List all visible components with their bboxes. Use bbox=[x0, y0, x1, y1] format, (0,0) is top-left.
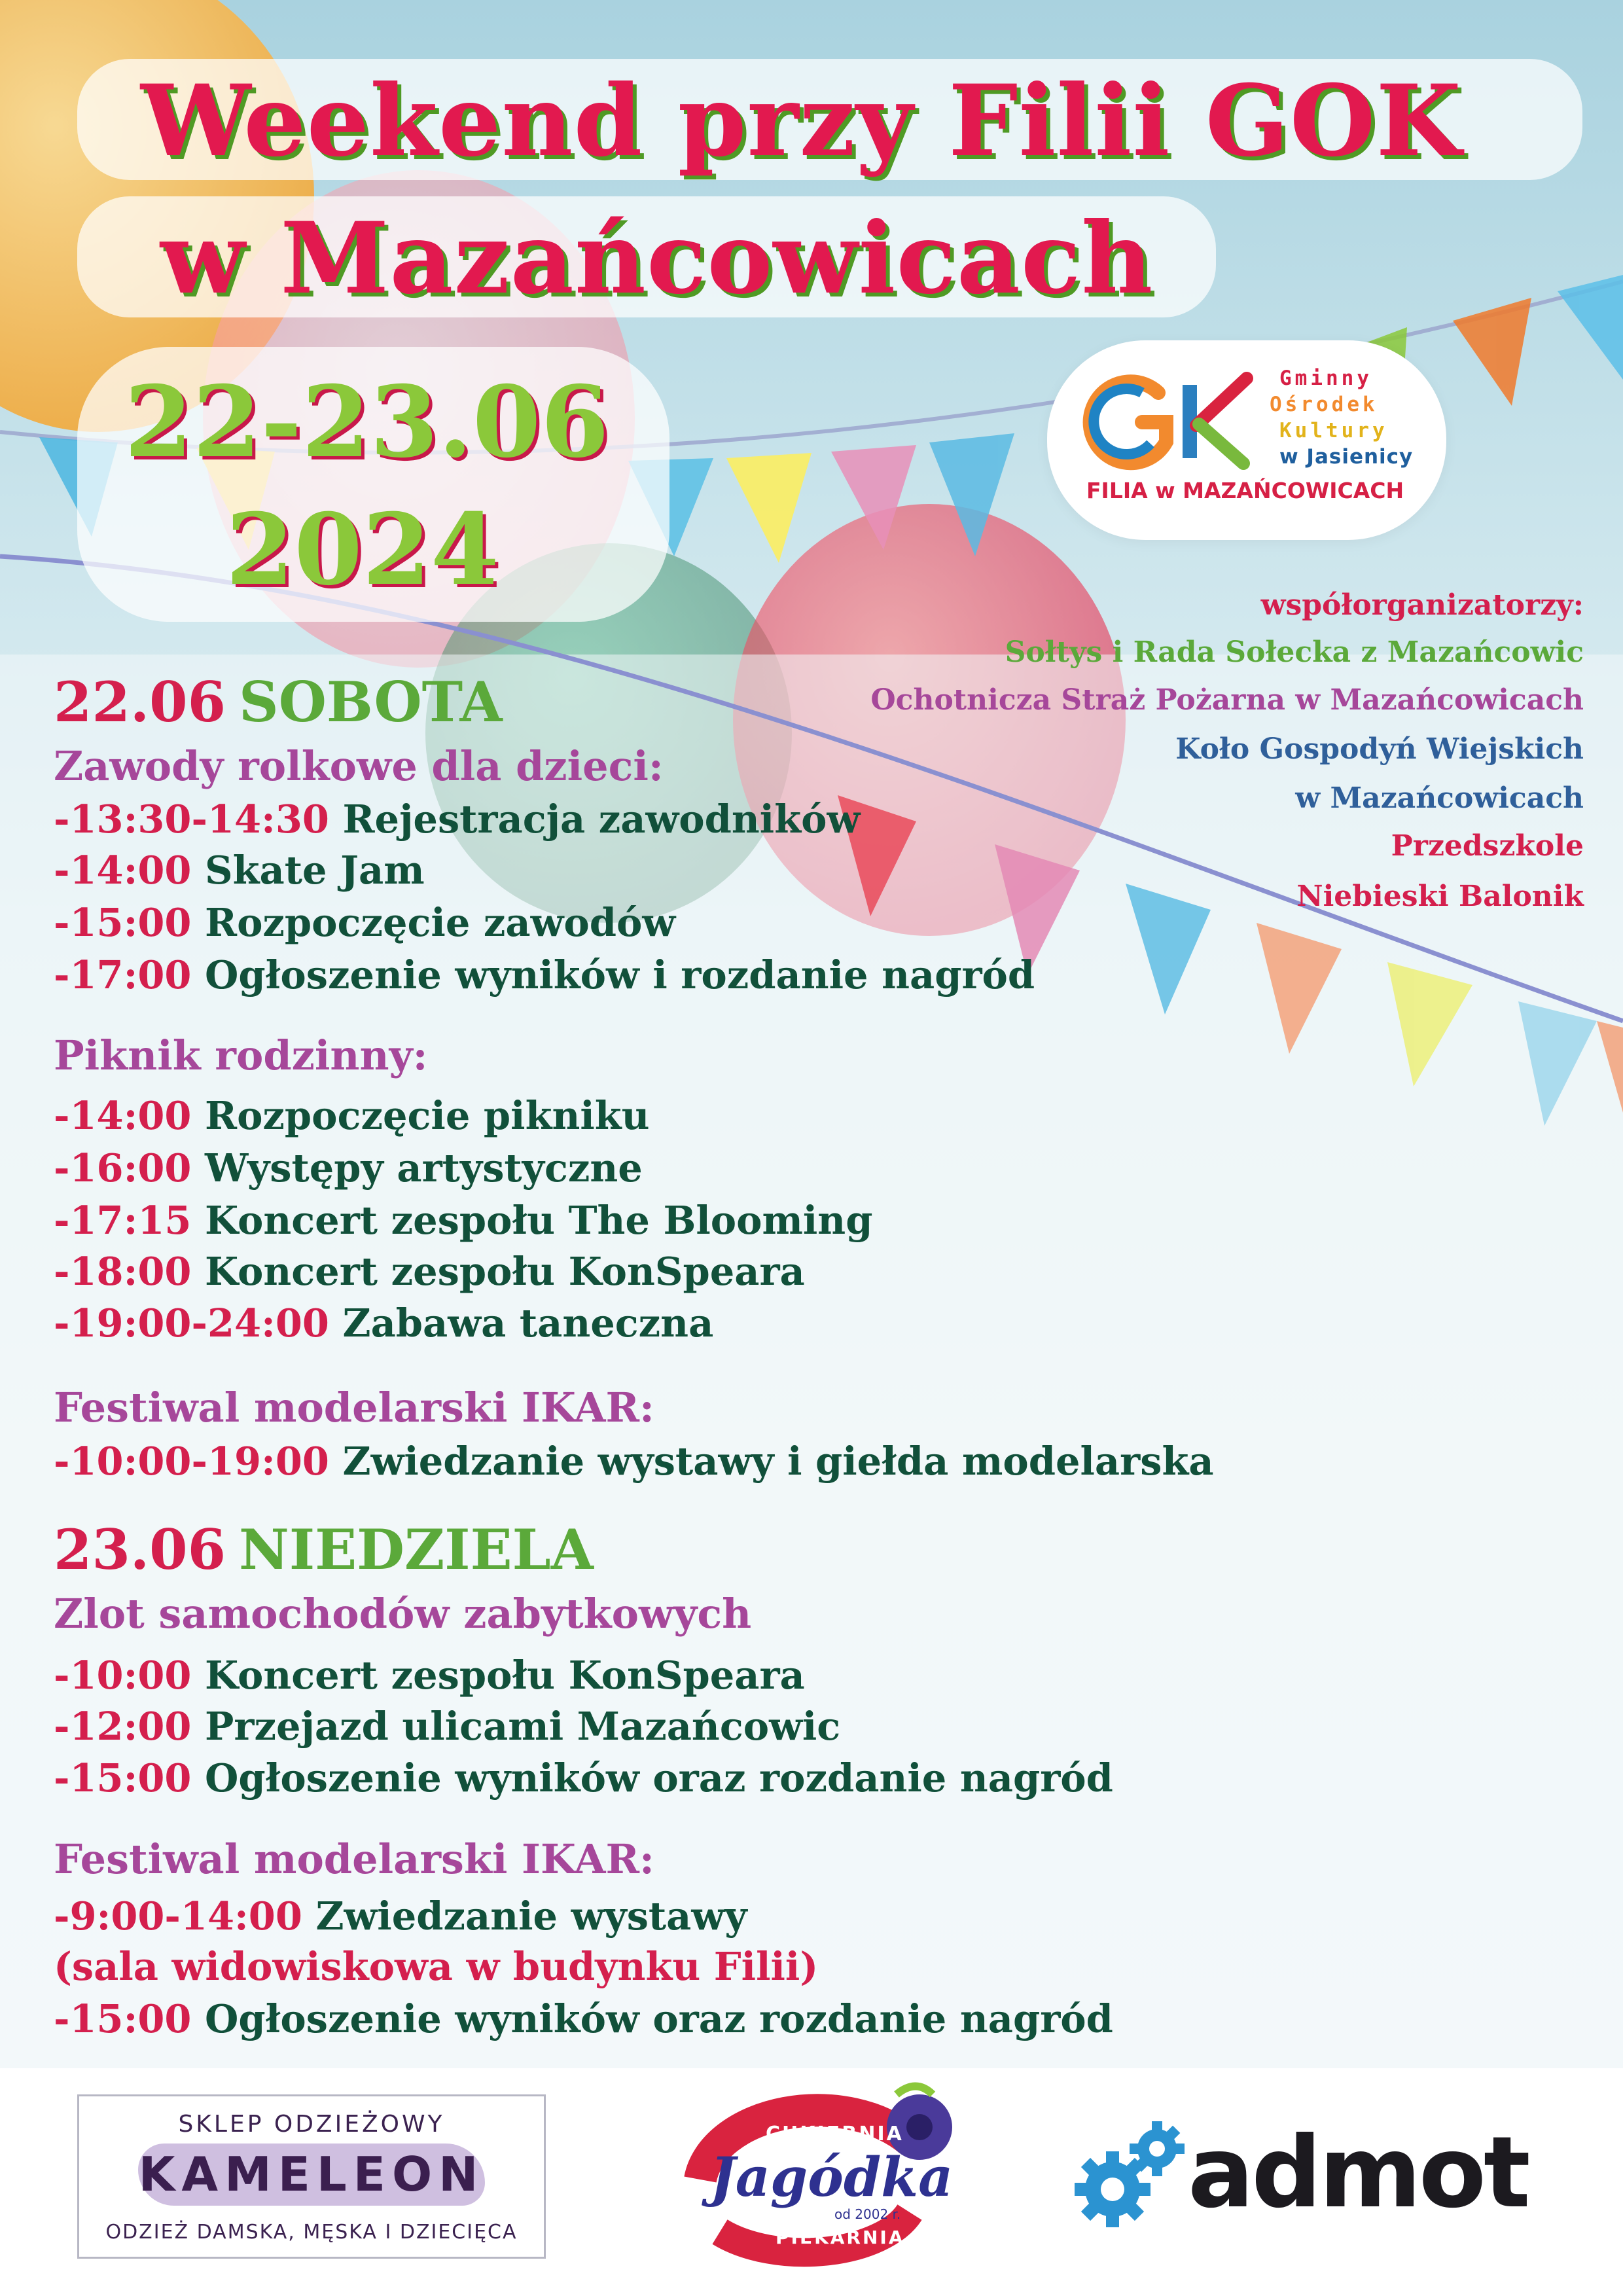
schedule-item bbox=[54, 1145, 643, 1191]
item-time: -19:00-24:00 bbox=[54, 1300, 329, 1346]
item-description: Zwiedzanie wystawy bbox=[315, 1893, 747, 1939]
item-time: -14:00 bbox=[54, 848, 192, 893]
logo-line-2: Ośrodek bbox=[1270, 393, 1378, 416]
schedule-item bbox=[54, 1249, 805, 1295]
ikar-festival-heading: Festiwal modelarski IKAR: bbox=[54, 1384, 654, 1431]
item-time: -9:00-14:00 bbox=[54, 1893, 302, 1939]
item-description: Rozpoczęcie pikniku bbox=[205, 1093, 650, 1138]
jagodka-bottom-label: PIEKARNIA bbox=[776, 2227, 905, 2248]
kameleon-name: KAMELEON bbox=[138, 2147, 485, 2202]
schedule-item bbox=[54, 1755, 1113, 1801]
schedule-item-note bbox=[54, 1944, 818, 1990]
event-title-line2: w Mazańcowicach bbox=[160, 201, 1154, 316]
sunday-heading bbox=[54, 1518, 594, 1581]
event-year: 2024 bbox=[226, 492, 499, 607]
kameleon-tagline: ODZIEŻ DAMSKA, MĘSKA I DZIECIĘCA bbox=[105, 2221, 518, 2244]
item-time: -17:00 bbox=[54, 952, 192, 997]
item-time: -10:00 bbox=[54, 1653, 192, 1698]
family-picnic-heading: Piknik rodzinny: bbox=[54, 1031, 428, 1079]
ikar-festival-sunday-heading: Festiwal modelarski IKAR: bbox=[54, 1835, 654, 1883]
coorganizer-1: Sołtys i Rada Sołecka z Mazańcowic bbox=[1005, 636, 1584, 669]
item-description: Koncert zespołu KonSpeara bbox=[205, 1249, 805, 1294]
schedule-item bbox=[54, 900, 675, 946]
item-description: Zwiedzanie wystawy i giełda modelarska bbox=[342, 1439, 1214, 1484]
item-time: -17:15 bbox=[54, 1198, 192, 1243]
schedule-item bbox=[54, 952, 1035, 998]
kameleon-sponsor-logo bbox=[77, 2094, 546, 2259]
admot-sponsor-logo bbox=[1073, 2111, 1528, 2235]
admot-wordmark: admot bbox=[1188, 2116, 1528, 2230]
jagodka-since: od 2002 r. bbox=[834, 2206, 901, 2222]
item-time: -13:30-14:30 bbox=[54, 797, 329, 842]
coorganizers-heading: współorganizatorzy: bbox=[1260, 588, 1584, 622]
item-time: -15:00 bbox=[54, 1996, 192, 2041]
jagodka-sponsor-logo bbox=[674, 2081, 962, 2271]
schedule-item bbox=[54, 1300, 713, 1346]
item-description: Występy artystyczne bbox=[205, 1145, 643, 1191]
item-description: Koncert zespołu KonSpeara bbox=[205, 1653, 805, 1698]
item-description: Ogłoszenie wyników i rozdanie nagród bbox=[205, 952, 1035, 997]
item-time: -15:00 bbox=[54, 1755, 192, 1801]
schedule-item bbox=[54, 1198, 872, 1244]
gears-icon bbox=[1073, 2111, 1191, 2235]
logo-line-4: w Jasienicy bbox=[1279, 445, 1414, 469]
coorganizer-3-cont: w Mazańcowicach bbox=[1295, 781, 1584, 815]
item-description: Skate Jam bbox=[205, 848, 425, 893]
item-time: -10:00-19:00 bbox=[54, 1439, 329, 1484]
gok-mark-icon bbox=[1080, 367, 1276, 478]
item-description: Ogłoszenie wyników oraz rozdanie nagród bbox=[205, 1996, 1113, 2041]
coorganizer-4-cont: Niebieski Balonik bbox=[1296, 880, 1584, 913]
item-note: (sala widowiskowa w budynku Filii) bbox=[54, 1944, 819, 1989]
jagodka-name: Jagódka bbox=[710, 2146, 954, 2209]
schedule-item bbox=[54, 1093, 650, 1139]
logo-branch-label: FILIA w MAZAŃCOWICACH bbox=[1086, 478, 1404, 503]
item-description: Zabawa taneczna bbox=[342, 1300, 714, 1346]
saturday-date: 22.06 bbox=[54, 670, 226, 734]
saturday-heading bbox=[54, 671, 503, 734]
item-description: Rozpoczęcie zawodów bbox=[205, 900, 676, 945]
event-dates: 22-23.06 bbox=[124, 365, 609, 480]
coorganizer-2: Ochotnicza Straż Pożarna w Mazańcowicach bbox=[870, 683, 1584, 717]
schedule-item bbox=[54, 1704, 840, 1749]
roller-contest-heading: Zawody rolkowe dla dzieci: bbox=[54, 742, 664, 790]
schedule-item bbox=[54, 1996, 1113, 2042]
saturday-day-name: SOBOTA bbox=[239, 670, 503, 734]
item-description: Koncert zespołu The Blooming bbox=[205, 1198, 873, 1243]
item-time: -12:00 bbox=[54, 1704, 192, 1749]
kameleon-subtitle: SKLEP ODZIEŻOWY bbox=[178, 2111, 445, 2138]
schedule-item bbox=[54, 1439, 1214, 1484]
schedule-item bbox=[54, 1653, 805, 1698]
item-time: -14:00 bbox=[54, 1093, 192, 1138]
schedule-item bbox=[54, 1893, 747, 1939]
logo-line-1: Gminny bbox=[1279, 367, 1372, 390]
sunday-date: 23.06 bbox=[54, 1517, 226, 1582]
schedule-item bbox=[54, 848, 425, 893]
item-description: Rejestracja zawodników bbox=[342, 797, 861, 842]
event-title-line1: Weekend przy Filii GOK bbox=[141, 63, 1462, 179]
sunday-day-name: NIEDZIELA bbox=[239, 1517, 594, 1582]
item-time: -15:00 bbox=[54, 900, 192, 945]
logo-line-3: Kultury bbox=[1279, 419, 1388, 442]
item-time: -18:00 bbox=[54, 1249, 192, 1294]
coorganizer-3: Koło Gospodyń Wiejskich bbox=[1175, 732, 1584, 766]
item-description: Przejazd ulicami Mazańcowic bbox=[205, 1704, 841, 1749]
jagodka-top-label: CUKIERNIA bbox=[766, 2123, 904, 2145]
item-description: Ogłoszenie wyników oraz rozdanie nagród bbox=[205, 1755, 1113, 1801]
vintage-cars-heading: Zlot samochodów zabytkowych bbox=[54, 1590, 752, 1638]
schedule-item bbox=[54, 797, 860, 842]
item-time: -16:00 bbox=[54, 1145, 192, 1191]
coorganizer-4: Przedszkole bbox=[1391, 829, 1584, 863]
